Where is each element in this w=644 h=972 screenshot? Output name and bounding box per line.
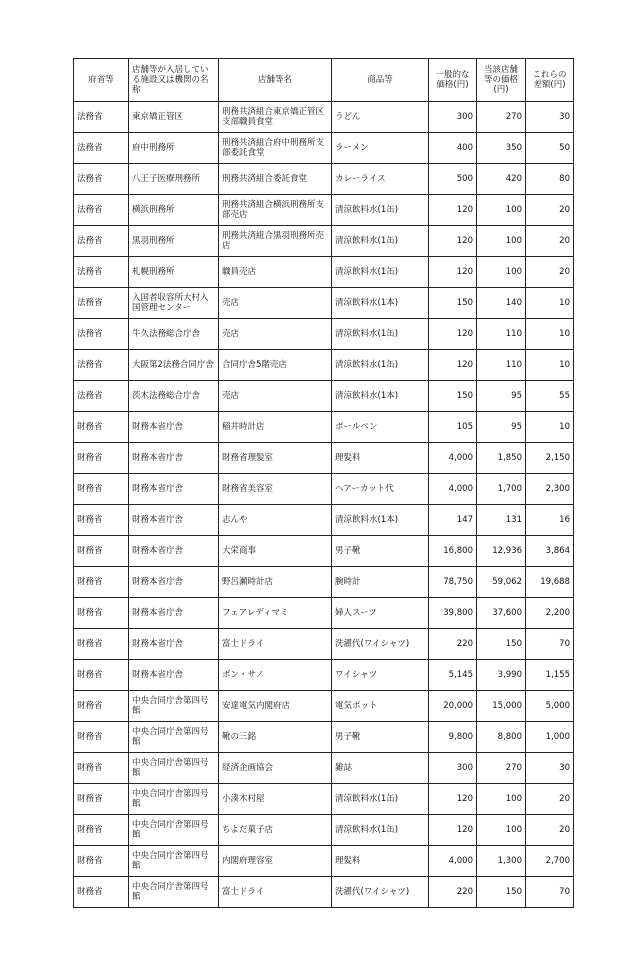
table-row: [74, 722, 574, 753]
cell-ministry: 法務省: [74, 350, 129, 381]
cell-facility: 財務本省庁舎: [129, 567, 219, 598]
cell-shop: 志んや: [219, 505, 332, 536]
cell-general-price: 4,000: [429, 846, 477, 877]
cell-general-price: 120: [429, 226, 477, 257]
cell-difference: 5,000: [526, 691, 574, 722]
table-row: [74, 257, 574, 288]
cell-facility: 財務本省庁舎: [129, 412, 219, 443]
cell-shop: 富士ドライ: [219, 629, 332, 660]
cell-difference: 70: [526, 877, 574, 908]
cell-shop-price: 350: [477, 133, 526, 164]
cell-difference: 80: [526, 164, 574, 195]
table-row: [74, 443, 574, 474]
cell-shop-price: 420: [477, 164, 526, 195]
cell-shop: 刑務共済組合黒羽刑務所売店: [219, 226, 332, 257]
header-shop-price: 当該店舗等の価格(円): [477, 59, 526, 102]
cell-difference: 10: [526, 412, 574, 443]
cell-ministry: 財務省: [74, 567, 129, 598]
cell-facility: 牛久法務総合庁舎: [129, 319, 219, 350]
cell-difference: 20: [526, 195, 574, 226]
cell-facility: 中央合同庁舎第四号館: [129, 753, 219, 784]
cell-ministry: 財務省: [74, 815, 129, 846]
cell-general-price: 4,000: [429, 474, 477, 505]
cell-ministry: 財務省: [74, 660, 129, 691]
cell-ministry: 財務省: [74, 505, 129, 536]
cell-difference: 20: [526, 257, 574, 288]
cell-shop-price: 270: [477, 753, 526, 784]
cell-item: 理髪料: [332, 443, 429, 474]
cell-facility: 府中刑務所: [129, 133, 219, 164]
table-row: [74, 629, 574, 660]
cell-difference: 16: [526, 505, 574, 536]
cell-general-price: 150: [429, 288, 477, 319]
cell-shop: 刑務共済組合府中刑務所支部委託食堂: [219, 133, 332, 164]
cell-facility: 横浜刑務所: [129, 195, 219, 226]
cell-item: 腕時計: [332, 567, 429, 598]
header-ministry: 府省等: [74, 59, 129, 102]
cell-shop-price: 150: [477, 629, 526, 660]
cell-item: 清涼飲料水(1缶): [332, 226, 429, 257]
table-row: [74, 381, 574, 412]
cell-shop: 靴の三銘: [219, 722, 332, 753]
cell-shop-price: 1,850: [477, 443, 526, 474]
cell-item: うどん: [332, 102, 429, 133]
cell-shop-price: 110: [477, 319, 526, 350]
cell-general-price: 400: [429, 133, 477, 164]
cell-item: 清涼飲料水(1本): [332, 288, 429, 319]
table-row: [74, 350, 574, 381]
cell-shop: 大栄商事: [219, 536, 332, 567]
cell-ministry: 法務省: [74, 195, 129, 226]
cell-shop: 刑務共済組合委託食堂: [219, 164, 332, 195]
cell-difference: 20: [526, 815, 574, 846]
cell-difference: 3,864: [526, 536, 574, 567]
cell-facility: 札幌刑務所: [129, 257, 219, 288]
cell-item: ワイシャツ: [332, 660, 429, 691]
cell-facility: 中央合同庁舎第四号館: [129, 846, 219, 877]
cell-general-price: 120: [429, 350, 477, 381]
cell-difference: 55: [526, 381, 574, 412]
cell-ministry: 財務省: [74, 691, 129, 722]
table-row: [74, 877, 574, 908]
cell-general-price: 220: [429, 629, 477, 660]
cell-shop: ボン・サノ: [219, 660, 332, 691]
cell-shop: ちよだ菓子店: [219, 815, 332, 846]
table-row: [74, 691, 574, 722]
table-row: [74, 195, 574, 226]
cell-item: 雑誌: [332, 753, 429, 784]
cell-ministry: 財務省: [74, 412, 129, 443]
table-row: [74, 846, 574, 877]
cell-ministry: 法務省: [74, 102, 129, 133]
table-row: [74, 288, 574, 319]
cell-ministry: 法務省: [74, 288, 129, 319]
cell-shop: 売店: [219, 319, 332, 350]
cell-shop-price: 95: [477, 412, 526, 443]
cell-shop-price: 131: [477, 505, 526, 536]
cell-item: ボールペン: [332, 412, 429, 443]
cell-general-price: 120: [429, 319, 477, 350]
cell-facility: 中央合同庁舎第四号館: [129, 784, 219, 815]
cell-ministry: 法務省: [74, 164, 129, 195]
cell-item: カレーライス: [332, 164, 429, 195]
cell-item: 清涼飲料水(1缶): [332, 319, 429, 350]
cell-ministry: 財務省: [74, 877, 129, 908]
table-row: [74, 474, 574, 505]
table-row: [74, 660, 574, 691]
cell-difference: 20: [526, 226, 574, 257]
table-row: [74, 815, 574, 846]
cell-difference: 20: [526, 784, 574, 815]
cell-shop: 売店: [219, 381, 332, 412]
cell-shop: 売店: [219, 288, 332, 319]
cell-ministry: 法務省: [74, 133, 129, 164]
cell-ministry: 財務省: [74, 443, 129, 474]
cell-item: 清涼飲料水(1本): [332, 381, 429, 412]
cell-shop-price: 270: [477, 102, 526, 133]
cell-difference: 2,150: [526, 443, 574, 474]
cell-general-price: 20,000: [429, 691, 477, 722]
cell-ministry: 財務省: [74, 846, 129, 877]
cell-shop-price: 140: [477, 288, 526, 319]
cell-difference: 10: [526, 288, 574, 319]
cell-item: 清涼飲料水(1本): [332, 505, 429, 536]
cell-shop-price: 8,800: [477, 722, 526, 753]
cell-general-price: 120: [429, 784, 477, 815]
cell-item: 清涼飲料水(1缶): [332, 195, 429, 226]
cell-shop: フェアレディマミ: [219, 598, 332, 629]
cell-item: ヘアーカット代: [332, 474, 429, 505]
cell-shop-price: 95: [477, 381, 526, 412]
cell-shop-price: 110: [477, 350, 526, 381]
cell-facility: 中央合同庁舎第四号館: [129, 722, 219, 753]
cell-difference: 70: [526, 629, 574, 660]
cell-shop: 刑務共済組合東京矯正管区支部職員食堂: [219, 102, 332, 133]
cell-item: 清涼飲料水(1缶): [332, 257, 429, 288]
cell-general-price: 4,000: [429, 443, 477, 474]
table-row: [74, 753, 574, 784]
cell-difference: 10: [526, 319, 574, 350]
cell-general-price: 300: [429, 753, 477, 784]
cell-ministry: 法務省: [74, 381, 129, 412]
table-row: [74, 319, 574, 350]
cell-ministry: 法務省: [74, 226, 129, 257]
cell-general-price: 150: [429, 381, 477, 412]
cell-facility: 財務本省庁舎: [129, 505, 219, 536]
cell-shop: 富士ドライ: [219, 877, 332, 908]
cell-item: 婦人スーツ: [332, 598, 429, 629]
cell-item: 男子靴: [332, 536, 429, 567]
cell-ministry: 財務省: [74, 598, 129, 629]
table-row: [74, 164, 574, 195]
cell-shop-price: 100: [477, 226, 526, 257]
table-row: [74, 226, 574, 257]
cell-facility: 財務本省庁舎: [129, 629, 219, 660]
cell-shop-price: 100: [477, 815, 526, 846]
cell-general-price: 5,145: [429, 660, 477, 691]
cell-item: 清涼飲料水(1缶): [332, 784, 429, 815]
cell-facility: 大阪第2法務合同庁舎: [129, 350, 219, 381]
cell-shop: 財務省美容室: [219, 474, 332, 505]
cell-shop: 安達電気内閣府店: [219, 691, 332, 722]
cell-difference: 19,688: [526, 567, 574, 598]
cell-ministry: 財務省: [74, 784, 129, 815]
cell-facility: 茨木法務総合庁舎: [129, 381, 219, 412]
cell-ministry: 法務省: [74, 319, 129, 350]
cell-ministry: 財務省: [74, 629, 129, 660]
cell-general-price: 105: [429, 412, 477, 443]
cell-shop: 財務省理髪室: [219, 443, 332, 474]
cell-shop: 経済企画協会: [219, 753, 332, 784]
cell-shop-price: 15,000: [477, 691, 526, 722]
cell-shop-price: 59,062: [477, 567, 526, 598]
cell-difference: 1,155: [526, 660, 574, 691]
table-row: [74, 505, 574, 536]
cell-facility: 中央合同庁舎第四号館: [129, 691, 219, 722]
cell-shop: 合同庁舎5階売店: [219, 350, 332, 381]
cell-shop: 職員売店: [219, 257, 332, 288]
cell-difference: 2,700: [526, 846, 574, 877]
cell-general-price: 500: [429, 164, 477, 195]
cell-facility: 財務本省庁舎: [129, 536, 219, 567]
cell-difference: 10: [526, 350, 574, 381]
cell-difference: 1,000: [526, 722, 574, 753]
cell-difference: 30: [526, 753, 574, 784]
cell-shop: 野呂瀬時計店: [219, 567, 332, 598]
cell-ministry: 法務省: [74, 257, 129, 288]
price-comparison-table: [73, 58, 574, 908]
cell-ministry: 財務省: [74, 536, 129, 567]
table-row: [74, 412, 574, 443]
cell-item: ラーメン: [332, 133, 429, 164]
cell-general-price: 147: [429, 505, 477, 536]
cell-item: 洗濯代(ワイシャツ): [332, 877, 429, 908]
cell-facility: 財務本省庁舎: [129, 443, 219, 474]
cell-item: 男子靴: [332, 722, 429, 753]
header-item: 商品等: [332, 59, 429, 102]
cell-shop-price: 1,300: [477, 846, 526, 877]
cell-general-price: 120: [429, 195, 477, 226]
cell-general-price: 120: [429, 257, 477, 288]
header-difference: これらの差額(円): [526, 59, 574, 102]
table-row: [74, 102, 574, 133]
cell-general-price: 16,800: [429, 536, 477, 567]
cell-facility: 八王子医療刑務所: [129, 164, 219, 195]
cell-facility: 入国者収容所大村入国管理センター: [129, 288, 219, 319]
cell-shop-price: 12,936: [477, 536, 526, 567]
cell-difference: 2,200: [526, 598, 574, 629]
table-header-row: [74, 59, 574, 102]
cell-general-price: 39,800: [429, 598, 477, 629]
cell-general-price: 9,800: [429, 722, 477, 753]
cell-shop: 刑務共済組合横浜刑務所支部売店: [219, 195, 332, 226]
cell-ministry: 財務省: [74, 722, 129, 753]
cell-item: 洗濯代(ワイシャツ): [332, 629, 429, 660]
cell-shop-price: 3,990: [477, 660, 526, 691]
cell-shop: 小湊木村屋: [219, 784, 332, 815]
cell-item: 理髪料: [332, 846, 429, 877]
cell-facility: 東京矯正管区: [129, 102, 219, 133]
cell-difference: 30: [526, 102, 574, 133]
cell-ministry: 財務省: [74, 474, 129, 505]
table-row: [74, 133, 574, 164]
cell-item: 清涼飲料水(1缶): [332, 350, 429, 381]
cell-ministry: 財務省: [74, 753, 129, 784]
cell-facility: 財務本省庁舎: [129, 598, 219, 629]
table-row: [74, 536, 574, 567]
cell-facility: 中央合同庁舎第四号館: [129, 877, 219, 908]
cell-difference: 50: [526, 133, 574, 164]
cell-shop-price: 37,600: [477, 598, 526, 629]
cell-shop-price: 1,700: [477, 474, 526, 505]
cell-general-price: 78,750: [429, 567, 477, 598]
header-facility: 店舗等が入居している施設又は機関の名称: [129, 59, 219, 102]
cell-item: 電気ポット: [332, 691, 429, 722]
cell-shop-price: 100: [477, 257, 526, 288]
cell-item: 清涼飲料水(1缶): [332, 815, 429, 846]
cell-facility: 財務本省庁舎: [129, 474, 219, 505]
cell-general-price: 120: [429, 815, 477, 846]
table-row: [74, 784, 574, 815]
cell-shop-price: 100: [477, 784, 526, 815]
header-general-price: 一般的な価格(円): [429, 59, 477, 102]
cell-shop-price: 150: [477, 877, 526, 908]
cell-facility: 中央合同庁舎第四号館: [129, 815, 219, 846]
table-row: [74, 598, 574, 629]
cell-shop: 内閣府理容室: [219, 846, 332, 877]
header-shop: 店舗等名: [219, 59, 332, 102]
cell-facility: 黒羽刑務所: [129, 226, 219, 257]
table-row: [74, 567, 574, 598]
cell-shop-price: 100: [477, 195, 526, 226]
cell-facility: 財務本省庁舎: [129, 660, 219, 691]
cell-general-price: 300: [429, 102, 477, 133]
cell-difference: 2,300: [526, 474, 574, 505]
cell-shop: 稲井時計店: [219, 412, 332, 443]
cell-general-price: 220: [429, 877, 477, 908]
